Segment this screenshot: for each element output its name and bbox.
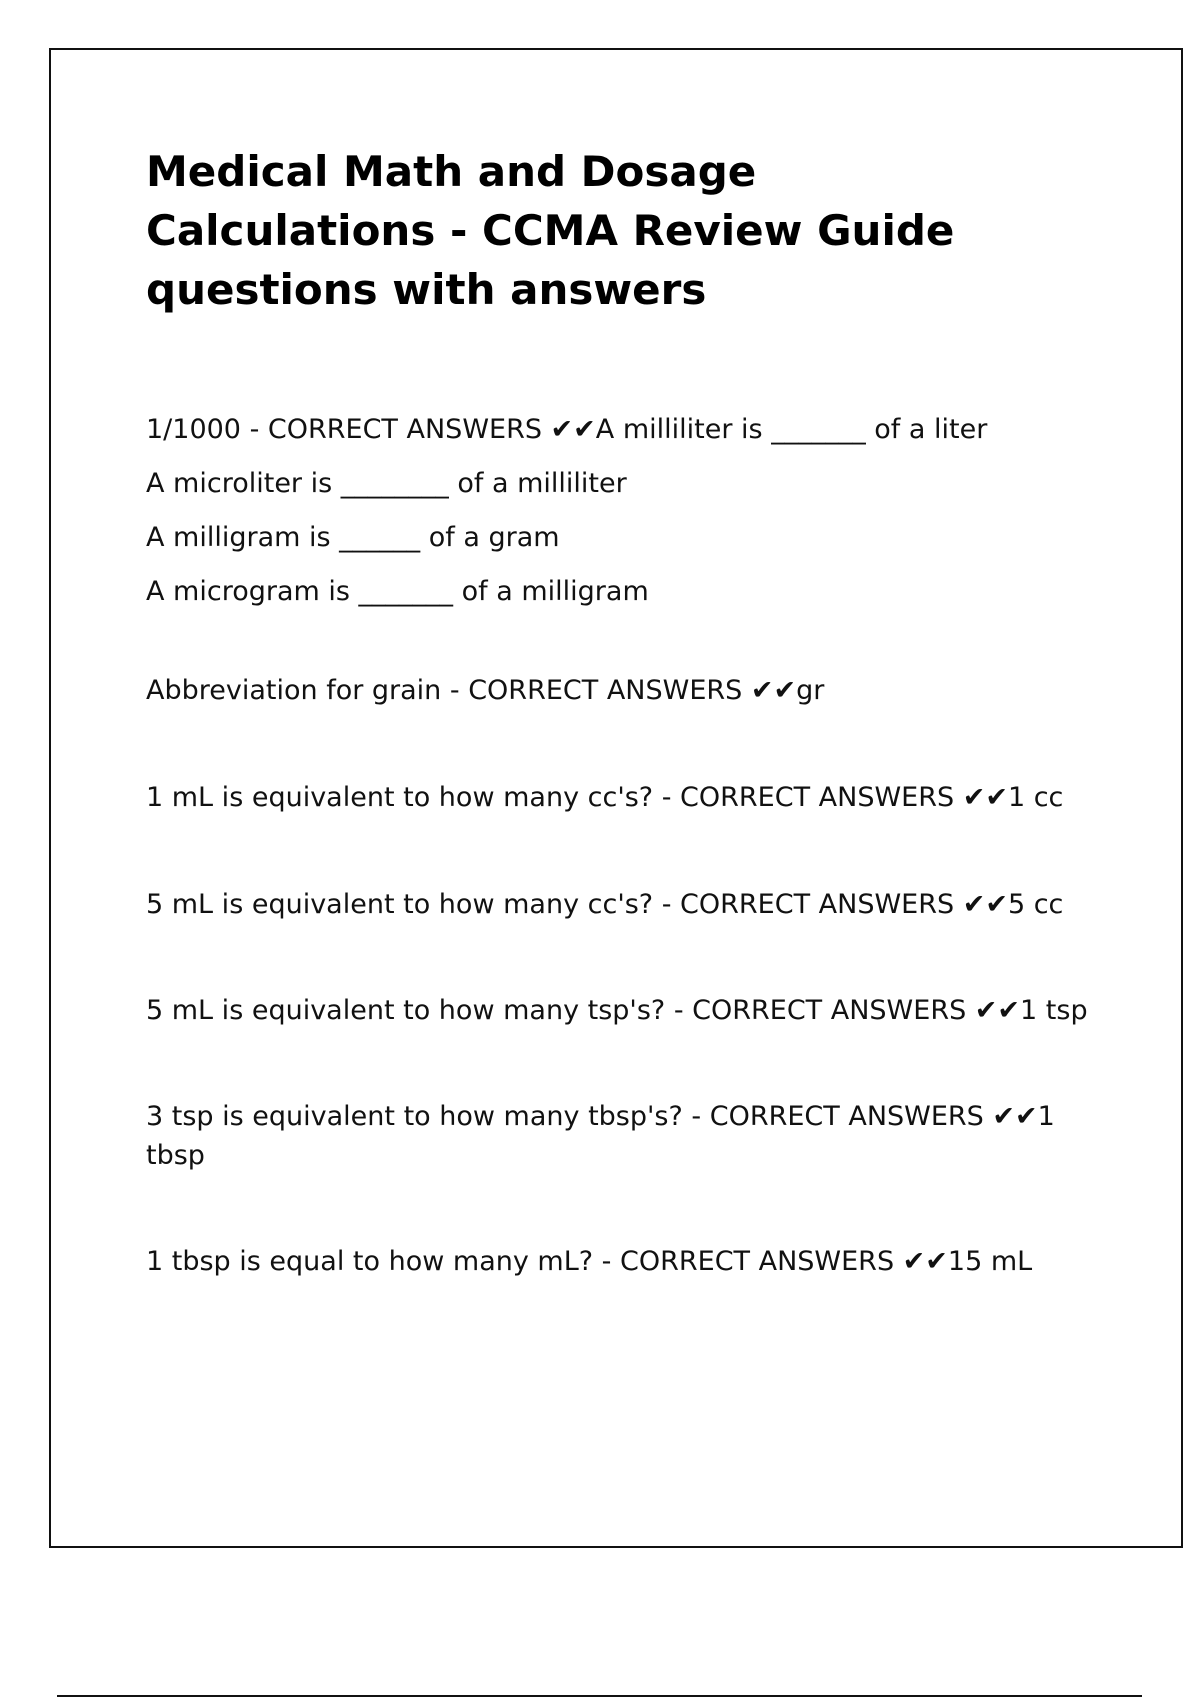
footer-divider bbox=[57, 1695, 1142, 1697]
intro-line-2: A microliter is ________ of a milliliter bbox=[146, 468, 627, 499]
qa-item-grain: Abbreviation for grain - CORRECT ANSWERS ✔✔gr bbox=[146, 675, 825, 706]
qa-item-ml-cc-5: 5 mL is equivalent to how many cc's? - CORRECT ANSWERS ✔✔5 cc bbox=[146, 889, 1064, 920]
qa-item-ml-tsp: 5 mL is equivalent to how many tsp's? - CORRECT ANSWERS ✔✔1 tsp bbox=[146, 995, 1088, 1026]
document-title: Medical Math and Dosage Calculations - CCMA Review Guide questions with answers bbox=[146, 147, 955, 314]
intro-line-1: 1/1000 - CORRECT ANSWERS ✔✔A milliliter is _______ of a liter bbox=[146, 414, 988, 445]
qa-item-tbsp-ml: 1 tbsp is equal to how many mL? - CORRECT ANSWERS ✔✔15 mL bbox=[146, 1246, 1033, 1277]
intro-block bbox=[146, 410, 1096, 611]
qa-item-tsp-tbsp: 3 tsp is equivalent to how many tbsp's? - CORRECT ANSWERS ✔✔1 tbsp bbox=[146, 1101, 1055, 1171]
qa-item-ml-cc-1: 1 mL is equivalent to how many cc's? - CORRECT ANSWERS ✔✔1 cc bbox=[146, 782, 1064, 813]
intro-line-4: A microgram is _______ of a milligram bbox=[146, 576, 649, 607]
document-content bbox=[146, 410, 1096, 1281]
intro-line-3: A milligram is ______ of a gram bbox=[146, 522, 560, 553]
